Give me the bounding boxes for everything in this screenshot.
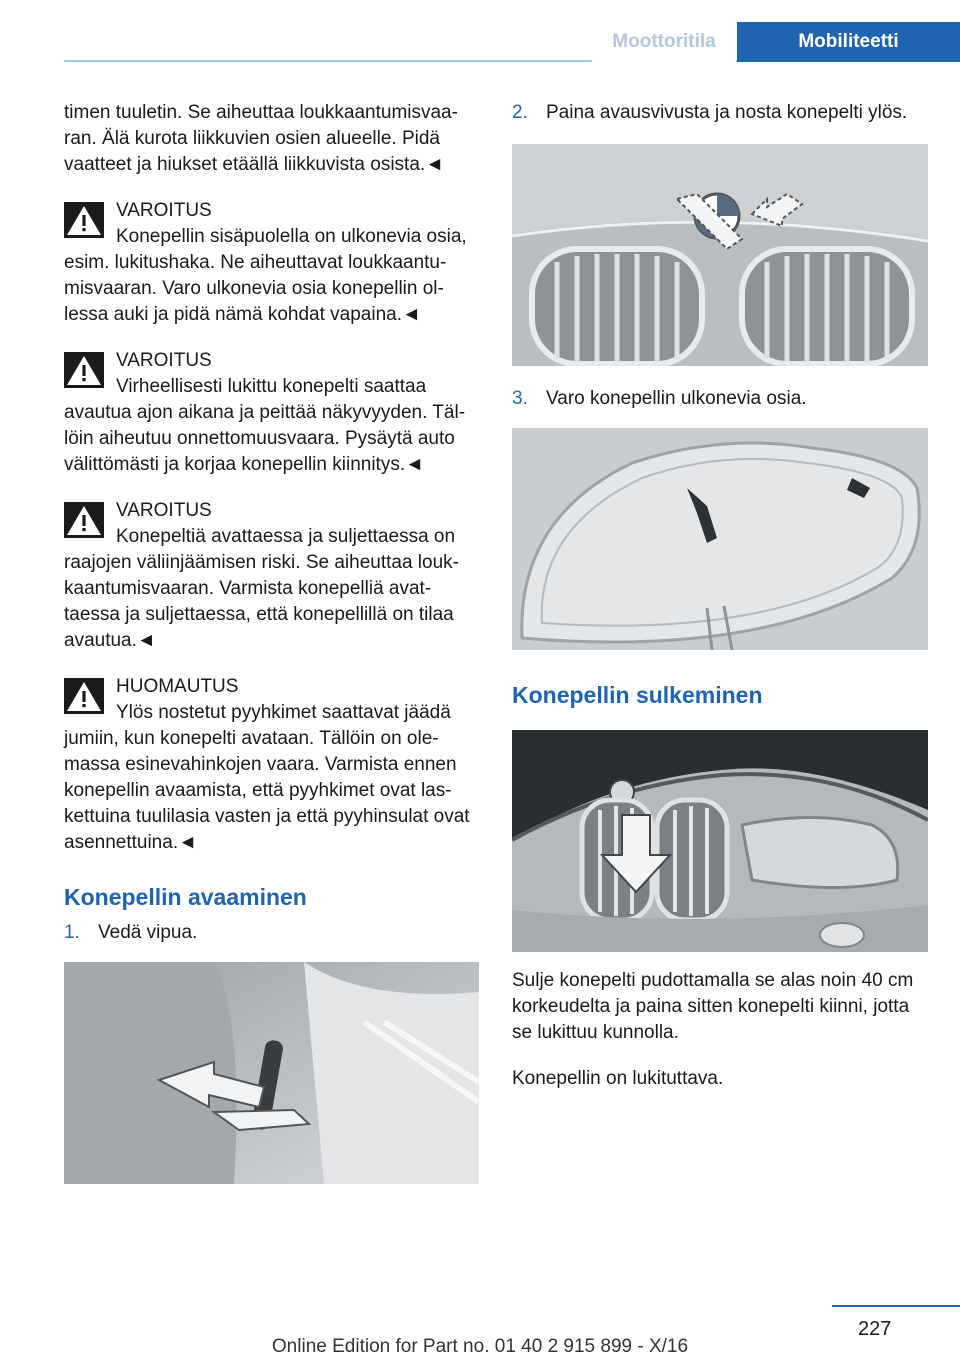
warning-triangle-icon xyxy=(64,502,104,538)
warning-text: Konepellin sisäpuolella on ulkonevia osia, esim. lukitushaka. Ne aiheuttavat loukkaantu-misvaaran. Varo ulkonevia osia konepellin ol-lessa auki ja pidä nämä kohdat vapaina.◄ xyxy=(64,226,467,325)
notice-title: HUOMAUTUS xyxy=(116,676,239,697)
intro-text: timen tuuletin. Se aiheuttaa loukkaantumisvaa-ran. Älä kurota liikkuvien osien alueelle. Pidä vaatteet ja hiukset etäällä liikkuvista osista.◄ xyxy=(64,102,458,175)
tab-chapter[interactable]: Mobiliteetti xyxy=(737,22,960,62)
section-heading-open: Konepellin avaaminen xyxy=(64,884,307,910)
page-number: 227 xyxy=(858,1318,892,1340)
tab-section[interactable]: Moottoritila xyxy=(592,22,736,62)
step-number: 2. xyxy=(512,102,528,123)
step-item xyxy=(64,920,479,946)
left-column xyxy=(64,100,479,1184)
right-column xyxy=(512,100,928,1112)
step-text: Varo konepellin ulkonevia osia. xyxy=(546,388,807,409)
warning-triangle-icon xyxy=(64,678,104,714)
kidney-grille-left xyxy=(532,249,702,364)
notice-text: Ylös nostetut pyyhkimet saattavat jäädä jumiin, kun konepelti avataan. Tällöin on ole-massa esinevahinkojen vaara. Varmista ennen konepellin avaamista, että pyyhkimet ovat las-kettuina tuulilasia vasten ja että pyyhinsulat ovat asennettuina.◄ xyxy=(64,702,470,853)
warning-triangle-icon xyxy=(64,352,104,388)
hood-latch-image xyxy=(512,144,928,366)
warning-text: Virheellisesti lukittu konepelti saattaa avautua ajon aikana ja peittää näkyvyyden. Täl-löin aiheutuu onnettomuusvaara. Pysäytä auto välittömästi ja korjaa konepellin kiinnitys.◄ xyxy=(64,376,466,475)
footer-rule xyxy=(832,1305,960,1307)
close-instructions: Sulje konepelti pudottamalla se alas noin 40 cm korkeudelta ja paina sitten konepelti kiinni, jotta se lukittuu kunnolla. xyxy=(512,970,914,1043)
warning-block xyxy=(64,198,479,328)
kidney-grille-right xyxy=(742,249,912,364)
section-heading-close: Konepellin sulkeminen xyxy=(512,682,763,708)
hood-underside-image xyxy=(512,428,928,650)
warning-title: VAROITUS xyxy=(116,500,212,521)
step-item xyxy=(512,386,928,412)
hood-release-lever-image xyxy=(64,962,479,1184)
warning-block xyxy=(64,498,479,654)
warning-triangle-icon xyxy=(64,202,104,238)
step-text: Vedä vipua. xyxy=(98,922,198,943)
step-text: Paina avausvivusta ja nosta konepelti ylös. xyxy=(546,102,908,123)
step-number: 3. xyxy=(512,388,528,409)
step-item xyxy=(512,100,928,126)
hood-closing-image xyxy=(512,730,928,952)
warning-title: VAROITUS xyxy=(116,200,212,221)
warning-block xyxy=(64,348,479,478)
warning-text: Konepeltiä avattaessa ja suljettaessa on raajojen väliinjäämisen riski. Se aiheuttaa louk-kaantumisvaaran. Varmista konepelliä avat-taessa ja suljettaessa, että konepellillä on tilaa avautua.◄ xyxy=(64,526,459,651)
lock-note: Konepellin on lukituttava. xyxy=(512,1068,724,1089)
warning-title: VAROITUS xyxy=(116,350,212,371)
notice-block xyxy=(64,674,479,856)
step-number: 1. xyxy=(64,922,80,943)
edition-footer: Online Edition for Part no. 01 40 2 915 899 - X/16 xyxy=(271,1336,689,1357)
